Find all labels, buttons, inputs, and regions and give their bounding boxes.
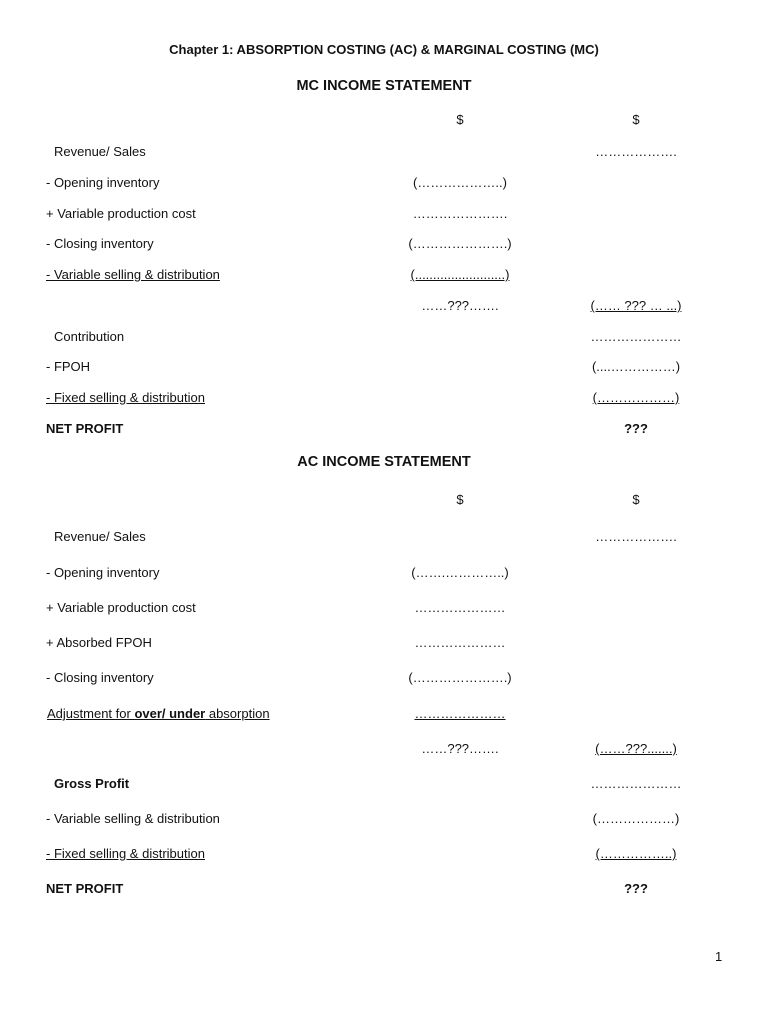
mc-opening-inventory-col1: (………………..) [413,175,507,190]
mc-fixed-selling-col2: (………………) [592,390,680,405]
ac-revenue-col2: ………………. [595,529,677,544]
mc-opening-inventory-label: - Opening inventory [46,175,160,190]
mc-currency-col1: $ [456,112,464,127]
ac-net-profit-label: NET PROFIT [46,881,124,896]
page-number: 1 [715,949,723,964]
mc-variable-production-col1: …………………. [412,206,508,221]
mc-subtotal-col2: (…… ??? … ...) [590,298,682,313]
mc-revenue-col2: ………………. [595,144,677,159]
ac-adjustment-label-post: absorption [205,706,270,721]
ac-variable-selling-label: - Variable selling & distribution [46,811,220,826]
ac-absorbed-fpoh-label: + Absorbed FPOH [46,635,152,650]
ac-currency-col2: $ [632,492,640,507]
ac-opening-inventory-col1: (…….…………..) [411,565,509,580]
ac-subtotal-col2: (……???.......) [595,741,677,756]
ac-net-profit-col2: ??? [624,881,648,896]
mc-subtotal-col1: ……???……. [421,298,499,313]
ac-statement-title: AC INCOME STATEMENT [297,454,471,470]
ac-opening-inventory-label: - Opening inventory [46,565,160,580]
ac-closing-inventory-col1: (………………….) [408,670,512,685]
ac-gross-profit-label: Gross Profit [54,776,130,791]
mc-revenue-label: Revenue/ Sales [54,144,146,159]
mc-statement-title: MC INCOME STATEMENT [296,78,472,94]
ac-revenue-label: Revenue/ Sales [54,529,146,544]
ac-variable-production-label: + Variable production cost [46,600,196,615]
mc-fixed-selling-label: - Fixed selling & distribution [46,390,205,405]
mc-contribution-col2: ………………… [590,329,682,344]
mc-net-profit-label: NET PROFIT [46,421,124,436]
mc-closing-inventory-col1: (………………….) [408,236,512,251]
ac-fixed-selling-col2: (……………..) [595,846,677,861]
ac-gross-profit-col2: ………………… [590,776,682,791]
mc-variable-selling-col1: (.........................) [410,267,510,282]
mc-fpoh-col2: (....……………) [591,359,681,374]
ac-variable-selling-col2: (………………) [592,811,680,826]
mc-variable-production-label: + Variable production cost [46,206,196,221]
ac-closing-inventory-label: - Closing inventory [46,670,154,685]
ac-absorbed-fpoh-col1: ………………… [414,635,506,650]
ac-adjustment-label [47,706,270,722]
mc-closing-inventory-label: - Closing inventory [46,236,154,251]
mc-fpoh-label: - FPOH [46,359,91,374]
ac-currency-col1: $ [456,492,464,507]
mc-net-profit-col2: ??? [624,421,648,436]
ac-fixed-selling-label: - Fixed selling & distribution [46,846,205,861]
mc-variable-selling-label: - Variable selling & distribution [46,267,220,282]
ac-subtotal-col1: ……???……. [421,741,499,756]
ac-variable-production-col1: ………………… [414,600,506,615]
ac-adjustment-label-bold: over/ under [134,706,206,721]
mc-contribution-label: Contribution [54,329,125,344]
ac-adjustment-col1: ………………… [414,706,506,721]
mc-currency-col2: $ [632,112,640,127]
chapter-title: Chapter 1: ABSORPTION COSTING (AC) & MARGINAL COSTING (MC) [169,42,599,57]
ac-adjustment-label-pre: Adjustment for [47,706,135,721]
